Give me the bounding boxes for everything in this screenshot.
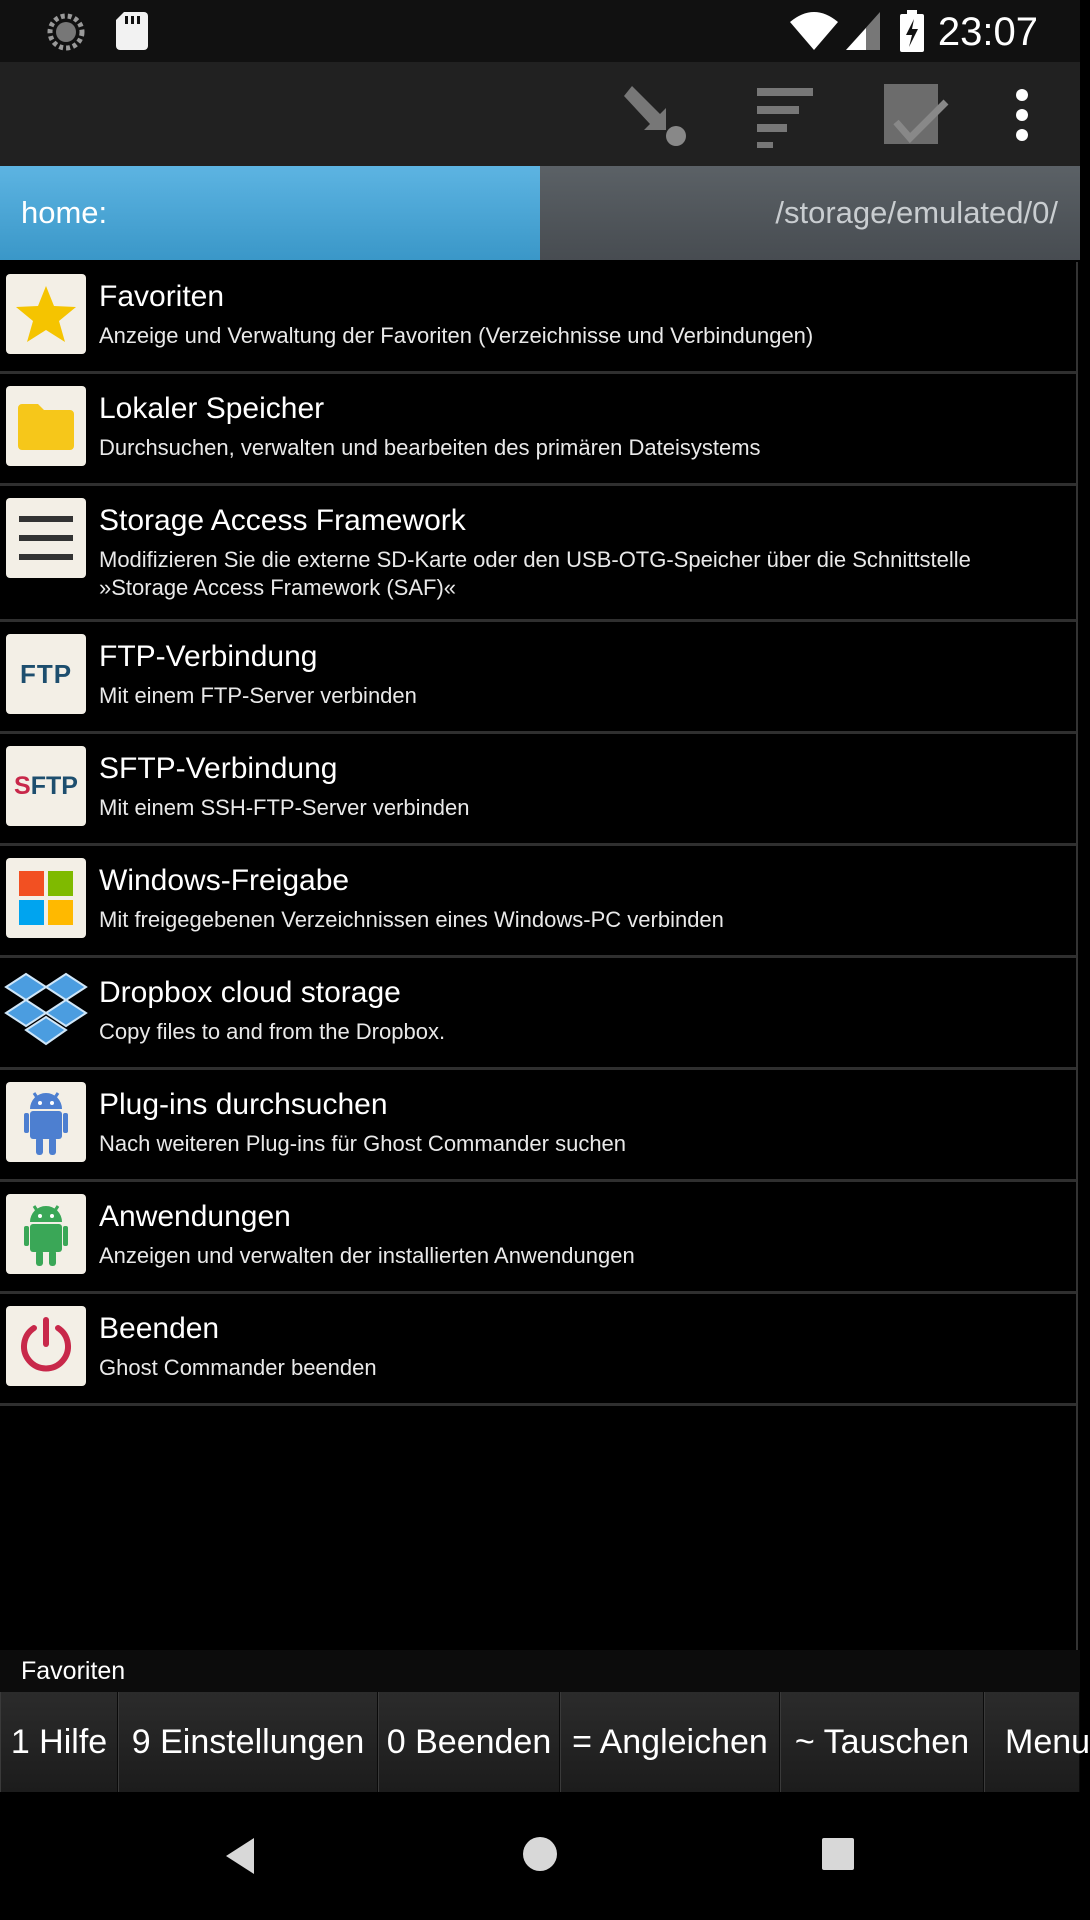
battery-charging-icon [900, 10, 924, 52]
dropbox-icon [6, 970, 86, 1050]
item-title: FTP-Verbindung [99, 640, 318, 673]
go-to-icon[interactable] [620, 80, 700, 150]
toolbar [0, 62, 1080, 166]
sftp-icon [6, 746, 86, 826]
panel-status: Favoriten [0, 1650, 1080, 1692]
scrollbar-track [1076, 262, 1078, 1650]
list-item-ftp-verbindung[interactable] [0, 622, 1076, 734]
android-icon [6, 1194, 86, 1274]
favorites-list [0, 262, 1076, 1406]
function-key-bar [0, 1692, 1090, 1792]
ftp-icon [6, 634, 86, 714]
item-description: Ghost Commander beenden [99, 1355, 377, 1380]
windows-icon [6, 858, 86, 938]
list-item-storage-access-framework[interactable] [0, 486, 1076, 622]
home-icon[interactable] [520, 1834, 560, 1874]
item-title: Beenden [99, 1312, 220, 1345]
clock: 23:07 [937, 10, 1038, 54]
hamburger-icon [6, 498, 86, 578]
signal-icon [846, 12, 880, 50]
item-description: Durchsuchen, verwalten und bearbeiten des primären Dateisystems [99, 435, 761, 460]
right-panel-path[interactable]: /storage/emulated/0/ [540, 166, 1080, 260]
sync-icon [46, 12, 86, 52]
item-description: Mit freigegebenen Verzeichnissen eines Windows-PC verbinden [99, 907, 724, 932]
quit-button[interactable]: 0 Beenden [378, 1692, 560, 1792]
item-description: Mit einem SSH-FTP-Server verbinden [99, 795, 470, 820]
item-description: Modifizieren Sie die externe SD-Karte oder den USB-OTG-Speicher über die Schnittstelle »Storage Access Framework (SAF)« [99, 547, 971, 600]
item-title: Dropbox cloud storage [99, 976, 401, 1009]
settings-button[interactable]: 9 Einstellungen [118, 1692, 378, 1792]
wifi-icon [790, 12, 838, 50]
list-item-sftp-verbindung[interactable] [0, 734, 1076, 846]
list-item-favoriten[interactable] [0, 262, 1076, 374]
recents-icon[interactable] [820, 1836, 856, 1872]
item-title: Storage Access Framework [99, 504, 466, 537]
select-icon[interactable] [874, 80, 954, 150]
equalize-button[interactable]: = Angleichen [560, 1692, 780, 1792]
item-title: SFTP-Verbindung [99, 752, 338, 785]
path-bar [0, 166, 1080, 260]
list-item-dropbox[interactable] [0, 958, 1076, 1070]
list-item-windows-freigabe[interactable] [0, 846, 1076, 958]
help-button[interactable]: 1 Hilfe [0, 1692, 118, 1792]
item-title: Favoriten [99, 280, 225, 313]
sd-card-icon [116, 12, 148, 50]
item-description: Anzeigen und verwalten der installierten Anwendungen [99, 1243, 635, 1268]
status-bar [0, 0, 1080, 62]
sftp-icon-label: SFTP [14, 771, 78, 800]
back-icon[interactable] [222, 1836, 262, 1876]
item-title: Anwendungen [99, 1200, 291, 1233]
left-panel-path[interactable]: home: [0, 166, 540, 260]
star-icon [6, 274, 86, 354]
list-item-lokaler-speicher[interactable] [0, 374, 1076, 486]
ftp-icon-label: FTP [19, 658, 73, 689]
menu-button[interactable]: Menu [984, 1692, 1080, 1792]
list-item-beenden[interactable] [0, 1294, 1076, 1406]
sort-icon[interactable] [745, 80, 825, 150]
more-vert-icon[interactable] [982, 80, 1062, 150]
item-title: Windows-Freigabe [99, 864, 350, 897]
item-title: Lokaler Speicher [99, 392, 325, 425]
power-icon [6, 1306, 86, 1386]
item-description: Anzeige und Verwaltung der Favoriten (Verzeichnisse und Verbindungen) [99, 323, 814, 348]
list-item-plugins[interactable] [0, 1070, 1076, 1182]
list-item-anwendungen[interactable] [0, 1182, 1076, 1294]
navigation-bar [0, 1792, 1080, 1920]
item-title: Plug-ins durchsuchen [99, 1088, 388, 1121]
item-description: Mit einem FTP-Server verbinden [99, 683, 417, 708]
item-description: Copy files to and from the Dropbox. [99, 1019, 446, 1044]
folder-icon [6, 386, 86, 466]
android-plugin-icon [6, 1082, 86, 1162]
swap-button[interactable]: ~ Tauschen [780, 1692, 984, 1792]
item-description: Nach weiteren Plug-ins für Ghost Commander suchen [99, 1131, 627, 1156]
